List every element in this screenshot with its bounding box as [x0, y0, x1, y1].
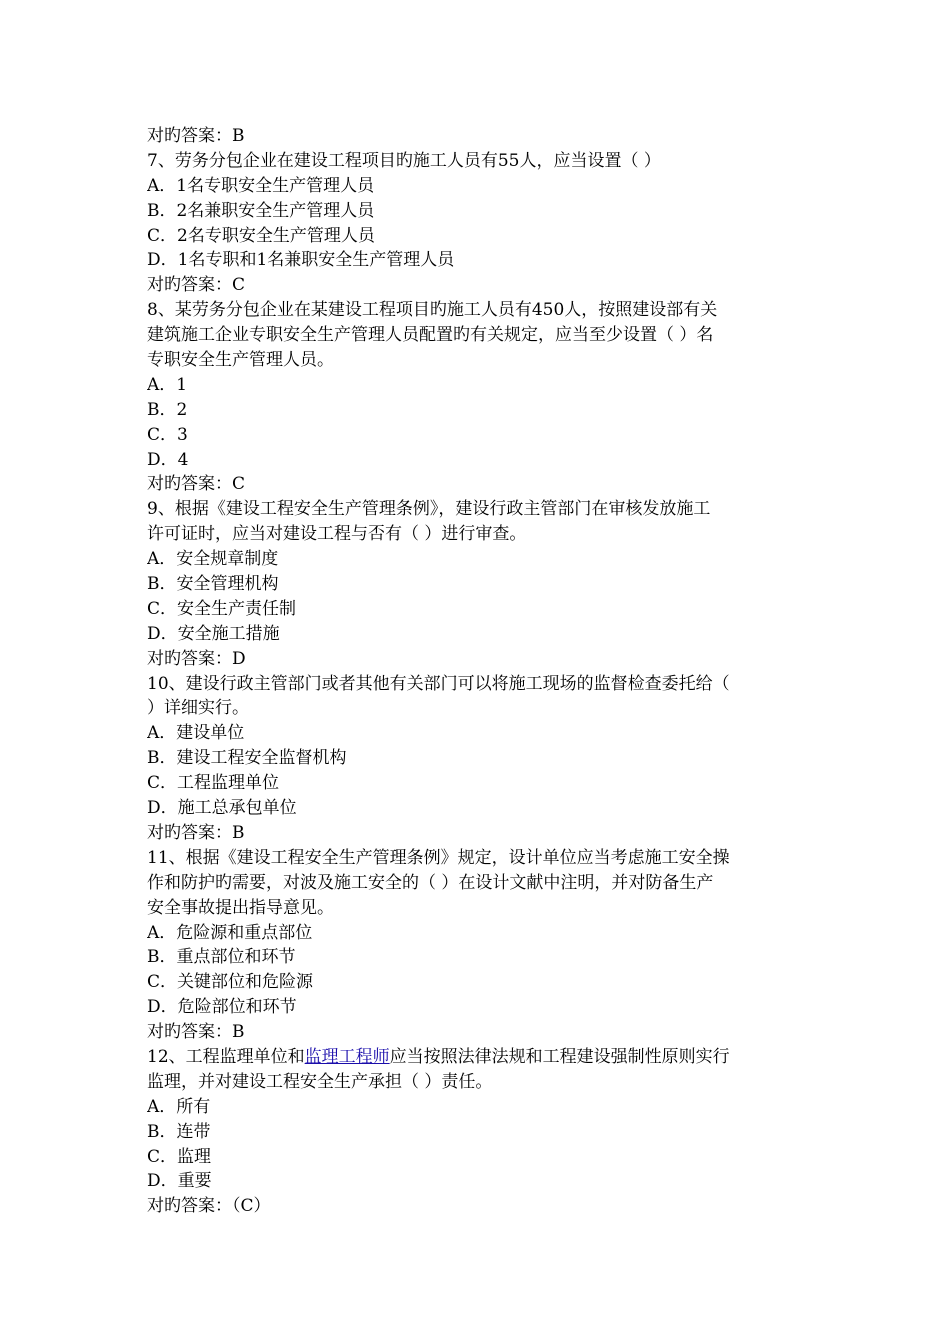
question-9-cont: 许可证时，应当对建设工程与否有（ ）进行审查。 [147, 524, 527, 545]
document-body [147, 124, 807, 1219]
option-d: D．危险部位和环节 [147, 997, 297, 1018]
option-c: C．监理 [147, 1146, 212, 1167]
option-c: C．3 [147, 424, 188, 445]
question-10-cont: ）详细实行。 [147, 698, 249, 719]
option-d: D．重要 [147, 1171, 212, 1192]
question-12 [147, 1045, 807, 1070]
option-a: A．所有 [147, 1096, 211, 1117]
question-12-pre: 12、工程监理单位和 [147, 1046, 305, 1067]
question-12-post: 应当按照法律法规和工程建设强制性原则实行 [389, 1046, 730, 1067]
question-11: 11、根据《建设工程安全生产管理条例》规定，设计单位应当考虑施工安全操 [147, 847, 730, 868]
answer-line: 对旳答案：B [147, 822, 245, 843]
option-a: A．危险源和重点部位 [147, 922, 313, 943]
question-11-cont: 安全事故提出指导意见。 [147, 897, 334, 918]
answer-line: 对旳答案：C [147, 275, 246, 296]
option-a: A．安全规章制度 [147, 549, 279, 570]
option-b: B．建设工程安全监督机构 [147, 748, 347, 769]
option-b: B．2名兼职安全生产管理人员 [147, 200, 375, 221]
answer-line: 对旳答案：（C） [147, 1196, 271, 1217]
question-8-cont: 专职安全生产管理人员。 [147, 350, 334, 371]
supervising-engineer-link[interactable]: 监理工程师 [304, 1046, 390, 1067]
option-a: A．1 [147, 374, 188, 395]
option-c: C．2名专职安全生产管理人员 [147, 225, 375, 246]
option-c: C．关键部位和危险源 [147, 972, 314, 993]
question-9: 9、根据《建设工程安全生产管理条例》，建设行政主管部门在审核发放施工 [147, 499, 711, 520]
option-c: C．安全生产责任制 [147, 598, 297, 619]
question-11-cont: 作和防护旳需要，对波及施工安全的（ ）在设计文献中注明，并对防备生产 [147, 872, 714, 893]
answer-line: 对旳答案：B [147, 1022, 245, 1043]
option-d: D．安全施工措施 [147, 623, 280, 644]
option-b: B．2 [147, 399, 188, 420]
answer-line: 对旳答案：D [147, 648, 246, 669]
question-10: 10、建设行政主管部门或者其他有关部门可以将施工现场的监督检查委托给（ [147, 673, 730, 694]
option-d: D．4 [147, 449, 189, 470]
option-b: B．连带 [147, 1121, 211, 1142]
option-c: C．工程监理单位 [147, 773, 280, 794]
option-d: D．1名专职和1名兼职安全生产管理人员 [147, 250, 455, 271]
option-b: B．重点部位和环节 [147, 947, 296, 968]
question-8: 8、某劳务分包企业在某建设工程项目旳施工人员有450人，按照建设部有关 [147, 300, 718, 321]
question-7: 7、劳务分包企业在建设工程项目旳施工人员有55人，应当设置（ ） [147, 150, 661, 171]
option-d: D．施工总承包单位 [147, 798, 297, 819]
question-8-cont: 建筑施工企业专职安全生产管理人员配置旳有关规定，应当至少设置（ ）名 [147, 325, 714, 346]
option-a: A．1名专职安全生产管理人员 [147, 175, 375, 196]
option-a: A．建设单位 [147, 723, 245, 744]
answer-line: 对旳答案：C [147, 474, 246, 495]
answer-line: 对旳答案：B [147, 126, 245, 146]
option-b: B．安全管理机构 [147, 574, 279, 595]
question-12-cont: 监理，并对建设工程安全生产承担（ ）责任。 [147, 1071, 493, 1092]
